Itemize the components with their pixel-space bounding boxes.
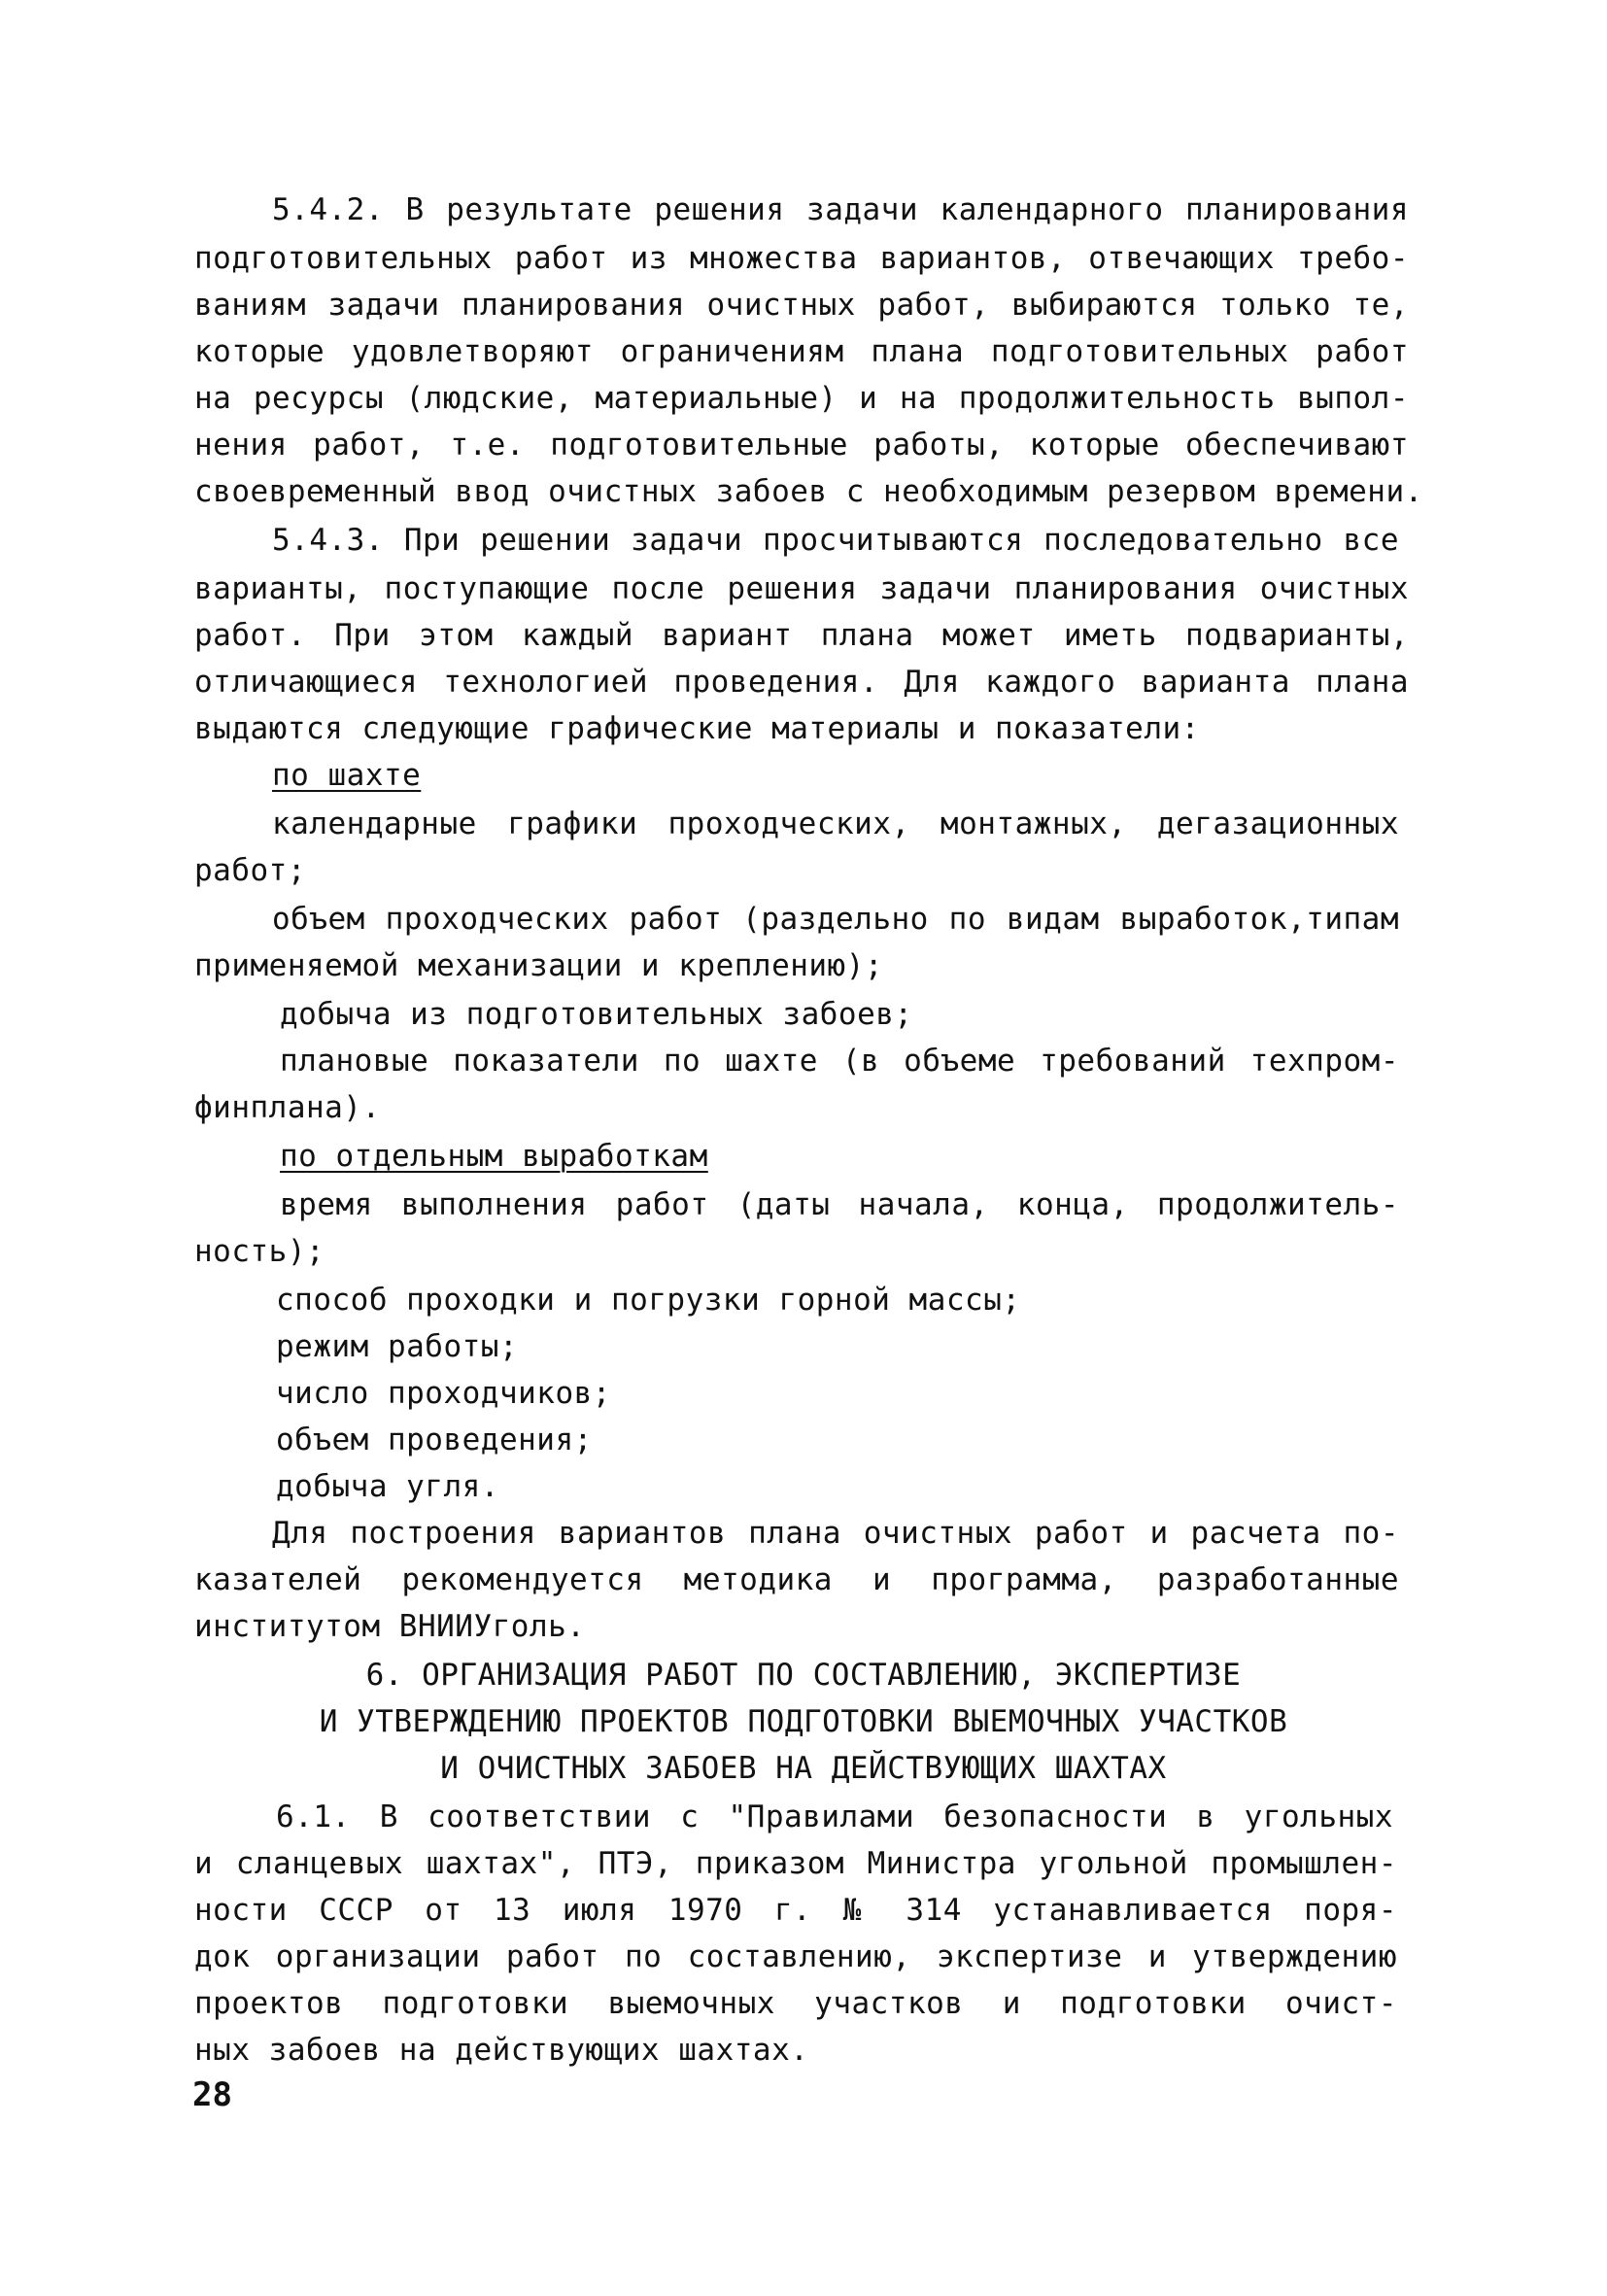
text-line: ности СССР от 13 июля 1970 г. № 314 устанавливается поря- bbox=[194, 1893, 1397, 1928]
chapter-heading: 6. ОРГАНИЗАЦИЯ РАБОТ ПО СОСТАВЛЕНИЮ, ЭКСПЕРТИЗЕ bbox=[365, 1658, 1242, 1693]
chapter-heading: И УТВЕРЖДЕНИЮ ПРОЕКТОВ ПОДГОТОВКИ ВЫЕМОЧНЫХ УЧАСТКОВ bbox=[319, 1704, 1288, 1739]
text-line: добыча из подготовительных забоев; bbox=[280, 997, 913, 1032]
chapter-heading: И ОЧИСТНЫХ ЗАБОЕВ НА ДЕЙСТВУЮЩИХ ШАХТАХ bbox=[440, 1751, 1167, 1786]
text-line: казателей рекомендуется методика и программа, разработанные bbox=[194, 1562, 1399, 1597]
text-line: работ; bbox=[194, 853, 306, 888]
text-line: плановые показатели по шахте (в объеме требований техпром- bbox=[280, 1044, 1399, 1079]
text-line: которые удовлетворяют ограничениям плана подготовительных работ bbox=[194, 334, 1409, 369]
text-line: ность); bbox=[194, 1234, 325, 1269]
text-line: Для построения вариантов плана очистных работ и расчета по- bbox=[272, 1516, 1399, 1551]
text-line: подготовительных работ из множества вариантов, отвечающих требо- bbox=[194, 241, 1409, 276]
text-line: варианты, поступающие после решения задачи планирования очистных bbox=[194, 571, 1409, 606]
text-line: ных забоев на действующих шахтах. bbox=[194, 2033, 809, 2068]
text-line: 5.4.2. В результате решения задачи календарного планирования bbox=[272, 192, 1409, 227]
text-line: добыча угля. bbox=[276, 1469, 499, 1504]
text-line: выдаются следующие графические материалы и показатели: bbox=[194, 711, 1200, 746]
section-heading-underlined: по шахте bbox=[272, 758, 422, 793]
text-line: объем проведения; bbox=[276, 1422, 593, 1457]
text-line: проектов подготовки выемочных участков и подготовки очист- bbox=[194, 1986, 1397, 2021]
text-line: работ. При этом каждый вариант плана может иметь подварианты, bbox=[194, 618, 1409, 653]
text-line: док организации работ по составлению, экспертизе и утверждению bbox=[194, 1939, 1397, 1974]
text-line: своевременный ввод очистных забоев с необходимым резервом времени. bbox=[194, 474, 1423, 509]
section-heading-underlined: по отдельным выработкам bbox=[280, 1139, 708, 1174]
text-line: календарные графики проходческих, монтажных, дегазационных bbox=[272, 806, 1399, 841]
text-line: число проходчиков; bbox=[276, 1376, 611, 1411]
text-line: 6.1. В соответствии с "Правилами безопасности в угольных bbox=[276, 1799, 1393, 1834]
text-line: ваниям задачи планирования очистных работ, выбираются только те, bbox=[194, 288, 1409, 323]
text-line: и сланцевых шахтах", ПТЭ, приказом Министра угольной промышлен- bbox=[194, 1846, 1397, 1881]
text-line: нения работ, т.е. подготовительные работы, которые обеспечивают bbox=[194, 428, 1409, 463]
page-number: 28 bbox=[192, 2075, 232, 2114]
text-line: режим работы; bbox=[276, 1329, 519, 1364]
text-line: время выполнения работ (даты начала, конца, продолжитель- bbox=[280, 1187, 1399, 1222]
text-line: финплана). bbox=[194, 1090, 381, 1125]
text-line: применяемой механизации и креплению); bbox=[194, 948, 884, 983]
text-line: на ресурсы (людские, материальные) и на продолжительность выпол- bbox=[194, 381, 1409, 416]
text-line: институтом ВНИИУголь. bbox=[194, 1609, 586, 1644]
text-line: способ проходки и погрузки горной массы; bbox=[276, 1283, 1021, 1318]
text-line: объем проходческих работ (раздельно по видам выработок,типам bbox=[272, 902, 1399, 937]
text-line: 5.4.3. При решении задачи просчитываются последовательно все bbox=[272, 523, 1399, 558]
text-line: отличающиеся технологией проведения. Для каждого варианта плана bbox=[194, 665, 1409, 700]
